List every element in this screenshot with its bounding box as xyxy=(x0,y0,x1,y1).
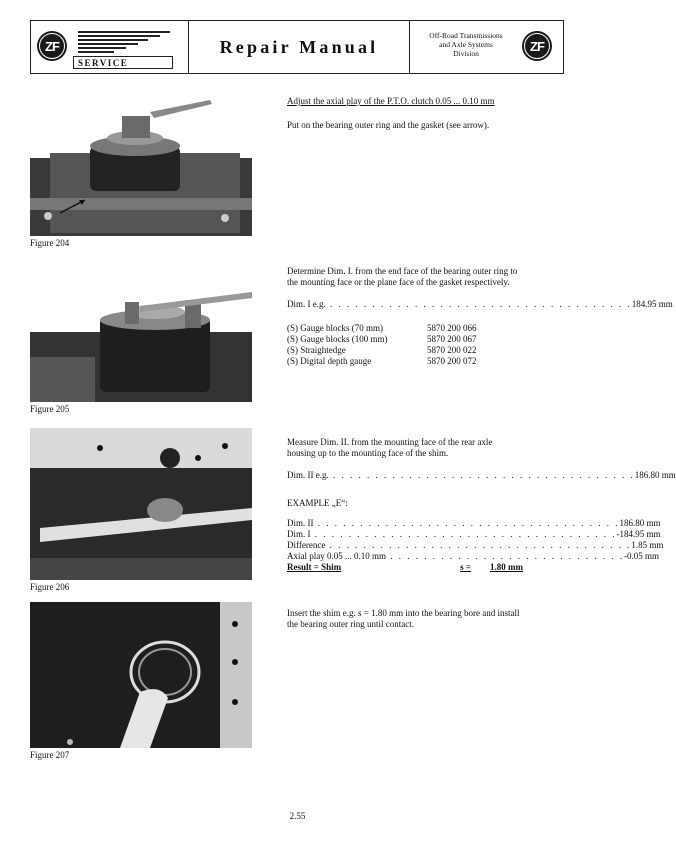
dot-leader: . . . . . . . . . . . . . . . . . . . . . . . . . . . . . . . . . . . . xyxy=(328,470,635,480)
zf-logo-icon-right: ZF xyxy=(522,31,552,61)
dim-label: Dim. II e.g. xyxy=(287,470,329,480)
tool-item: (S) Gauge blocks (100 mm) 5870 200 067 xyxy=(287,334,477,344)
figure-label: Figure 205 xyxy=(30,404,70,414)
instruction-text: Put on the bearing outer ring and the gasket (see arrow). xyxy=(287,120,490,130)
zf-logo-icon: ZF xyxy=(37,31,67,61)
service-label: SERVICE xyxy=(73,56,173,69)
example-row: Axial play 0.05 ... 0.10 mm . . . . . . . . . . . . . . . . . . . . . . . . . . . . - 0.05 mm xyxy=(287,551,660,561)
dim-label: Dim. I e.g. xyxy=(287,299,326,309)
section-4 xyxy=(287,608,577,630)
instruction-text: Insert the shim e.g. s = 1.80 mm into the bearing bore and install xyxy=(287,608,520,618)
dim-ii-row xyxy=(287,470,676,481)
section-1 xyxy=(287,96,577,131)
section-3 xyxy=(287,437,676,573)
page-title: Repair Manual xyxy=(219,36,379,57)
instruction-text: the bearing outer ring until contact. xyxy=(287,619,414,629)
figure-207-photo xyxy=(30,602,252,748)
dim-value: 184.95 mm xyxy=(631,299,673,309)
dim-i-row xyxy=(287,299,673,310)
instruction-text: the mounting face or the plane face of the gasket respectively. xyxy=(287,277,510,287)
example-row: Dim. II . . . . . . . . . . . . . . . . . . . . . . . . . . . . . . . . . . . . 186.80 mm xyxy=(287,518,661,528)
example-row: Dim. I . . . . . . . . . . . . . . . . . . . . . . . . . . . . . . . . . . . . - 184.95 mm xyxy=(287,529,661,539)
example-row: Difference . . . . . . . . . . . . . . . . . . . . . . . . . . . . . . . . . . . . 1.85 mm xyxy=(287,540,664,550)
instruction-text: Measure Dim. II. from the mounting face of the rear axle xyxy=(287,437,493,447)
tools-list xyxy=(287,323,577,367)
tool-item: (S) Gauge blocks (70 mm) 5870 200 066 xyxy=(287,323,477,333)
page-number: 2.55 xyxy=(289,811,306,821)
section-heading: Adjust the axial play of the P.T.O. clutch 0.05 ... 0.10 mm xyxy=(287,96,495,106)
instruction-text: housing up to the mounting face of the shim. xyxy=(287,448,449,458)
figure-label: Figure 204 xyxy=(30,238,70,248)
stripes-graphic xyxy=(78,31,170,59)
division-block xyxy=(410,21,563,73)
figure-label: Figure 206 xyxy=(30,582,70,592)
section-2 xyxy=(287,266,673,367)
example-title: EXAMPLE „E“: xyxy=(287,498,348,508)
figure-label: Figure 207 xyxy=(30,750,70,760)
example-table xyxy=(287,518,664,573)
page-header xyxy=(30,20,564,74)
service-logo-block xyxy=(31,21,189,73)
result-row: Result = Shim s = 1.80 mm xyxy=(287,562,523,572)
dim-value: 186.80 mm xyxy=(634,470,676,480)
figure-205-photo xyxy=(30,262,252,402)
figure-204-photo xyxy=(30,98,252,236)
instruction-text: Determine Dim. I. from the end face of the bearing outer ring to xyxy=(287,266,518,276)
tool-item: (S) Straightedge 5870 200 022 xyxy=(287,345,477,355)
header-title-block xyxy=(189,21,410,73)
tool-item: (S) Digital depth gauge 5870 200 072 xyxy=(287,356,477,366)
dot-leader: . . . . . . . . . . . . . . . . . . . . . . . . . . . . . . . . . . . . xyxy=(325,299,632,309)
figure-206-photo xyxy=(30,428,252,580)
division-text: Off-Road Transmissions and Axle Systems Division xyxy=(429,31,503,58)
